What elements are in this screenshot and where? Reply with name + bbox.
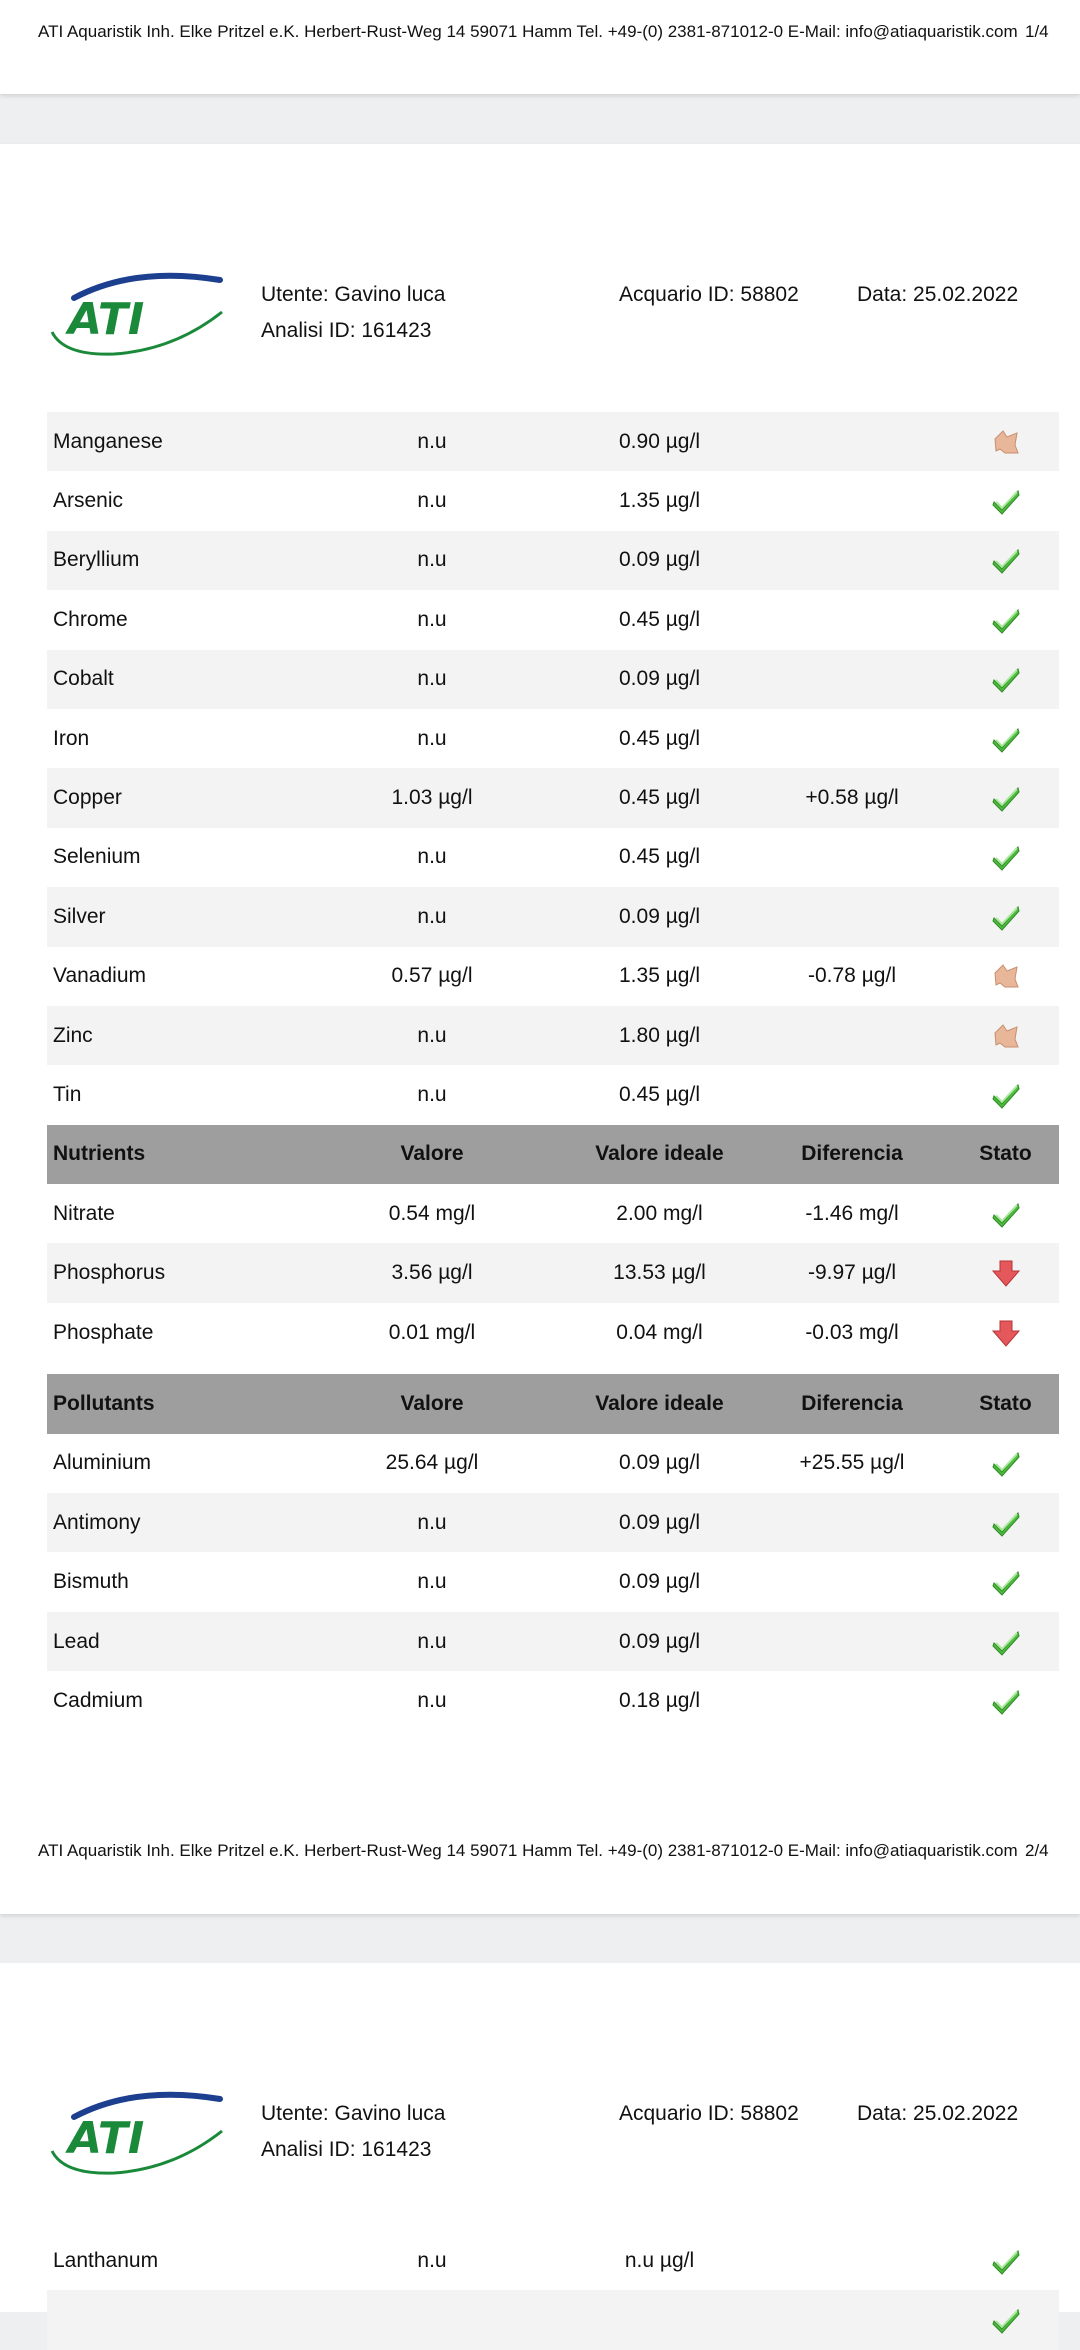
row-ideal-value: 0.90 µg/l <box>619 429 700 453</box>
check-icon <box>952 1065 1059 1124</box>
row-ideal-value: 1.35 µg/l <box>619 489 700 513</box>
logo-text: ATI <box>68 2113 145 2164</box>
check-icon <box>952 828 1059 887</box>
row-name: Phosphorus <box>53 1261 166 1285</box>
row-ideal-value: 0.09 µg/l <box>619 1510 700 1534</box>
row-name: Silver <box>53 904 106 928</box>
check-icon <box>952 887 1059 946</box>
footer-page-number: 2/4 <box>1025 1841 1049 1860</box>
row-value: Valore <box>400 1142 464 1166</box>
analysis-id: Analisi ID: 161423 <box>261 2138 432 2161</box>
table-row <box>47 828 1059 887</box>
check-icon <box>952 590 1059 649</box>
table-row <box>47 887 1059 946</box>
row-ideal-value: 0.45 µg/l <box>619 1082 700 1106</box>
row-ideal-value: 0.04 mg/l <box>616 1320 703 1344</box>
row-difference <box>752 1671 952 1730</box>
table-row <box>47 412 1059 471</box>
warn-icon <box>952 1006 1059 1065</box>
row-value: n.u <box>417 1688 447 1712</box>
row-name: Nutrients <box>53 1142 146 1166</box>
row-ideal-value: Valore ideale <box>595 1391 724 1415</box>
row-name: Selenium <box>53 845 141 869</box>
arrow-down-icon <box>952 1303 1059 1362</box>
row-ideal-value: n.u µg/l <box>624 2248 695 2272</box>
row-difference: Diferencia <box>801 1391 903 1415</box>
row-difference: +0.58 µg/l <box>805 786 899 810</box>
report-date: Data: 25.02.2022 <box>857 2102 1019 2125</box>
row-ideal-value: 2.00 mg/l <box>616 1201 703 1225</box>
table-row <box>47 531 1059 590</box>
user-name: Utente: Gavino luca <box>261 283 446 306</box>
table-row <box>47 1552 1059 1611</box>
row-ideal-value: 0.09 µg/l <box>619 1629 700 1653</box>
row-name: Bismuth <box>53 1570 129 1594</box>
row-difference: Diferencia <box>801 1142 903 1166</box>
row-value: 1.03 µg/l <box>391 786 473 810</box>
row-name: Aluminium <box>53 1451 152 1475</box>
row-difference: +25.55 µg/l <box>799 1451 905 1475</box>
row-difference <box>752 2231 952 2290</box>
row-value: n.u <box>417 667 447 691</box>
row-value: n.u <box>417 1082 447 1106</box>
table-row <box>47 1434 1059 1493</box>
table-row <box>47 2290 1059 2349</box>
report-header <box>0 2081 1080 2191</box>
report-date: Data: 25.02.2022 <box>857 283 1019 306</box>
row-name: Phosphate <box>53 1320 154 1344</box>
row-name: Tin <box>53 1082 82 1106</box>
row-name: Iron <box>53 726 90 750</box>
row-ideal-value: 0.45 µg/l <box>619 786 700 810</box>
row-name: Lanthanum <box>53 2248 159 2272</box>
row-difference <box>752 650 952 709</box>
aquarium-id: Acquario ID: 58802 <box>619 283 799 306</box>
check-icon <box>952 1434 1059 1493</box>
row-name: Cobalt <box>53 667 114 691</box>
row-ideal-value: 0.45 µg/l <box>619 607 700 631</box>
row-difference <box>752 709 952 768</box>
check-icon <box>952 709 1059 768</box>
row-value: n.u <box>417 904 447 928</box>
arrow-down-icon <box>952 1243 1059 1302</box>
table-section-header <box>47 1125 1059 1184</box>
table-row <box>47 1303 1059 1362</box>
table-row <box>47 1065 1059 1124</box>
row-value: n.u <box>417 607 447 631</box>
row-value: n.u <box>417 489 447 513</box>
row-difference <box>752 1612 952 1671</box>
row-difference <box>752 1065 952 1124</box>
table-row <box>47 650 1059 709</box>
ati-logo-icon <box>44 262 230 358</box>
table-spacer <box>47 1362 1059 1374</box>
row-name: Cadmium <box>53 1688 143 1712</box>
row-value: 0.01 mg/l <box>388 1320 476 1344</box>
row-ideal-value: 0.09 µg/l <box>619 1451 700 1475</box>
row-value: 0.57 µg/l <box>391 964 473 988</box>
row-ideal-value: 1.35 µg/l <box>619 964 700 988</box>
check-icon <box>952 1612 1059 1671</box>
row-difference <box>752 1552 952 1611</box>
warn-icon <box>952 412 1059 471</box>
row-difference <box>752 471 952 530</box>
row-name: Chrome <box>53 607 128 631</box>
ati-logo-icon <box>44 2081 230 2177</box>
check-icon <box>952 471 1059 530</box>
row-ideal-value: 0.09 µg/l <box>619 667 700 691</box>
row-ideal-value: 0.45 µg/l <box>619 845 700 869</box>
row-difference <box>752 1493 952 1552</box>
table-row <box>47 947 1059 1006</box>
table-section-header <box>47 1374 1059 1433</box>
aquarium-id: Acquario ID: 58802 <box>619 2102 799 2125</box>
footer-company-info: ATI Aquaristik Inh. Elke Pritzel e.K. Herbert-Rust-Weg 14 59071 Hamm Tel. +49-(0) 2381-871012-0 E-Mail: info@atiaquaristik.com <box>38 1841 1018 1860</box>
row-name: Arsenic <box>53 489 124 513</box>
row-difference <box>752 2290 952 2349</box>
row-difference: -0.03 mg/l <box>805 1320 899 1344</box>
row-difference: -1.46 mg/l <box>805 1201 899 1225</box>
table-row <box>47 1243 1059 1302</box>
row-ideal-value <box>567 2290 752 2349</box>
row-difference <box>752 887 952 946</box>
row-name: Nitrate <box>53 1201 115 1225</box>
row-status: Stato <box>979 1142 1032 1166</box>
logo-text: ATI <box>68 294 145 345</box>
analysis-table <box>47 412 1059 1731</box>
row-difference <box>752 590 952 649</box>
row-value: n.u <box>417 429 447 453</box>
warn-icon <box>952 947 1059 1006</box>
table-row <box>47 709 1059 768</box>
page-1-bottom <box>0 0 1080 94</box>
row-name: Pollutants <box>53 1391 155 1415</box>
row-value: Valore <box>400 1391 464 1415</box>
row-name: Copper <box>53 786 122 810</box>
table-row <box>47 2231 1059 2290</box>
row-name: Zinc <box>53 1023 93 1047</box>
check-icon <box>952 1671 1059 1730</box>
footer-page-number: 1/4 <box>1025 22 1049 41</box>
check-icon <box>952 768 1059 827</box>
check-icon <box>952 2231 1059 2290</box>
row-value: 0.54 mg/l <box>388 1201 476 1225</box>
table-row <box>47 1671 1059 1730</box>
table-row <box>47 1006 1059 1065</box>
analysis-table <box>47 2231 1059 2350</box>
row-name: Antimony <box>53 1510 141 1534</box>
check-icon <box>952 1493 1059 1552</box>
row-value: 3.56 µg/l <box>391 1261 473 1285</box>
footer-company-info: ATI Aquaristik Inh. Elke Pritzel e.K. Herbert-Rust-Weg 14 59071 Hamm Tel. +49-(0) 2381-871012-0 E-Mail: info@atiaquaristik.com <box>38 22 1018 41</box>
row-value: n.u <box>417 726 447 750</box>
row-difference: -9.97 µg/l <box>808 1261 896 1285</box>
row-value: n.u <box>417 548 447 572</box>
table-row <box>47 1493 1059 1552</box>
row-name: Vanadium <box>53 964 147 988</box>
row-difference <box>752 828 952 887</box>
row-difference <box>752 412 952 471</box>
row-ideal-value: 1.80 µg/l <box>619 1023 700 1047</box>
check-icon <box>952 2290 1059 2349</box>
row-ideal-value: Valore ideale <box>595 1142 724 1166</box>
check-icon <box>952 650 1059 709</box>
row-status: Stato <box>979 1391 1032 1415</box>
row-value: n.u <box>417 1023 447 1047</box>
row-difference: -0.78 µg/l <box>808 964 896 988</box>
row-difference <box>752 1006 952 1065</box>
report-header <box>0 262 1080 372</box>
table-row <box>47 590 1059 649</box>
row-name: Beryllium <box>53 548 140 572</box>
page-3 <box>0 1963 1080 2312</box>
row-ideal-value: 0.45 µg/l <box>619 726 700 750</box>
check-icon <box>952 1184 1059 1243</box>
table-row <box>47 768 1059 827</box>
row-ideal-value: 0.18 µg/l <box>619 1688 700 1712</box>
table-row <box>47 1612 1059 1671</box>
row-ideal-value: 0.09 µg/l <box>619 1570 700 1594</box>
row-value: n.u <box>417 845 447 869</box>
row-value: n.u <box>417 1570 447 1594</box>
row-ideal-value: 0.09 µg/l <box>619 548 700 572</box>
row-name: Lead <box>53 1629 100 1653</box>
row-ideal-value: 13.53 µg/l <box>613 1261 706 1285</box>
row-value: n.u <box>417 2248 447 2272</box>
row-difference <box>752 531 952 590</box>
row-value: n.u <box>417 1629 447 1653</box>
table-row <box>47 1184 1059 1243</box>
row-value: n.u <box>417 1510 447 1534</box>
page-2 <box>0 144 1080 1914</box>
table-row <box>47 471 1059 530</box>
row-name: Manganese <box>53 429 163 453</box>
check-icon <box>952 531 1059 590</box>
analysis-id: Analisi ID: 161423 <box>261 319 432 342</box>
user-name: Utente: Gavino luca <box>261 2102 446 2125</box>
row-ideal-value: 0.09 µg/l <box>619 904 700 928</box>
row-value: 25.64 µg/l <box>385 1451 479 1475</box>
row-value <box>347 2290 517 2349</box>
check-icon <box>952 1552 1059 1611</box>
